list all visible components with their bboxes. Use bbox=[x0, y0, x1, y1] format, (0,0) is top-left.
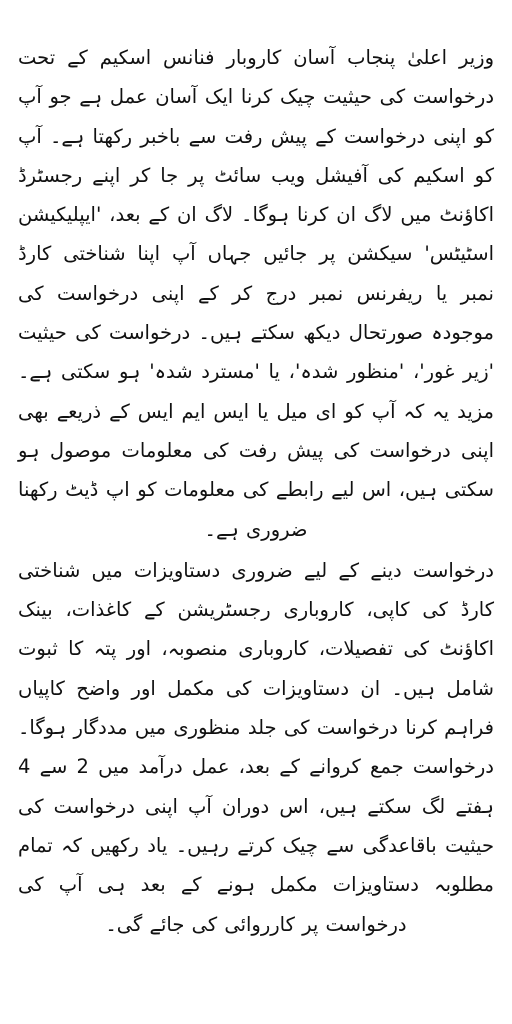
paragraph-required-documents: درخواست دینے کے لیے ضروری دستاویزات میں شناختی کارڈ کی کاپی، کاروباری رجسٹریشن کے کاغذات، بینک اکاؤنٹ کی تفصیلات، کاروباری منصوبہ، اور پتہ کا ثبوت شامل ہیں۔ ان دستاویزات کی مکمل اور واضح کاپیاں فراہم کرنا درخواست کی جلد منظوری میں مددگار ہوگا۔ درخواست جمع کروانے کے بعد، عمل درآمد میں 2 سے 4 ہفتے لگ سکتے ہیں، اس دوران آپ اپنی درخواست کی حیثیت باقاعدگی سے چیک کرتے رہیں۔ یاد رکھیں کہ تمام مطلوبہ دستاویزات مکمل ہونے کے بعد ہی آپ کی درخواست پر کارروائی کی جائے گی۔ bbox=[18, 558, 494, 936]
paragraph-status-check: وزیر اعلیٰ پنجاب آسان کاروبار فنانس اسکیم کے تحت درخواست کی حیثیت چیک کرنا ایک آسان عمل ہے جو آپ کو اپنی درخواست کے پیش رفت سے باخبر رکھتا ہے۔ آپ کو اسکیم کی آفیشل ویب سائٹ پر جا کر اپنے رجسٹرڈ اکاؤنٹ میں لاگ ان کرنا ہوگا۔ لاگ ان کے بعد، 'ایپلیکیشن اسٹیٹس' سیکشن پر جائیں جہاں آپ اپنا شناختی کارڈ نمبر یا ریفرنس نمبر درج کر کے اپنی درخواست کی موجودہ صورتحال دیکھ سکتے ہیں۔ درخواست کی حیثیت 'زیر غور'، 'منظور شدہ'، یا 'مسترد شدہ' ہو سکتی ہے۔ مزید یہ کہ آپ کو ای میل یا ایس ایم ایس کے ذریعے بھی اپنی درخواست کی پیش رفت کی معلومات موصول ہو سکتی ہیں، اس لیے رابطے کی معلومات کو اپ ڈیٹ رکھنا ضروری ہے۔ bbox=[18, 46, 494, 541]
